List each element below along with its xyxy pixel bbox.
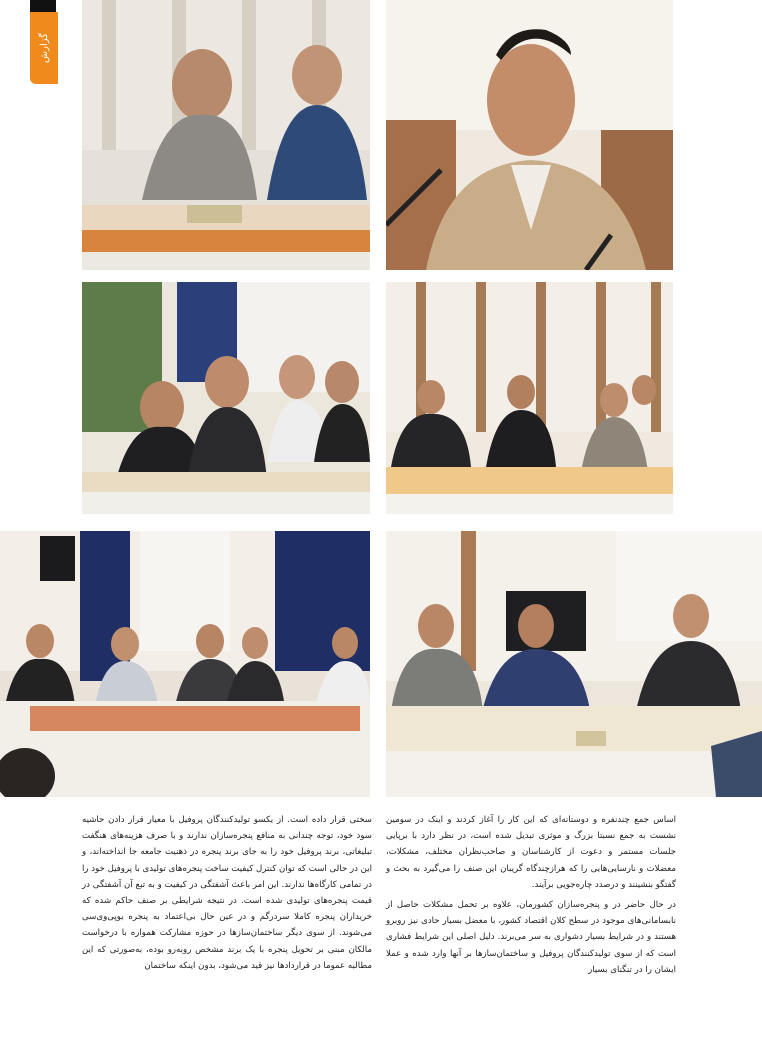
- corner-marker: [30, 0, 56, 12]
- photo-top-left: [82, 0, 370, 270]
- photo-bottom-left: [0, 531, 370, 797]
- photo-bottom-right: [386, 531, 762, 797]
- article-paragraph: سختی قرار داده است. از یکسو تولیدکنندگان پروفیل با معیار قرار دادن حاشیه سود خود، توجه چندانی به منافع پنجره‌سازان ندارند و با صرف هزینه‌های هنگفت تبلیغاتی، برند پروفیل خود را به جای برند پنجره در ذهنیت جامعه جا انداخته‌اند، و این در حالی است که توان کنترل کیفیت ساخت پنجره‌های تولیدی با پروفیل خود را در تمامی کارگاه‌ها ندارند. این امر باعث آشفتگی در کیفیت و به تبع آن آشفتگی در قیمت پنجره‌های تولیدی شده است. در نتیجه شرایطی بر صنف حاکم شده که خریداران پنجره کاملا سردرگم و در عین حال بی‌اعتماد به پنجره یوپی‌وی‌سی می‌شوند. از سوی دیگر ساختمان‌سازها در حوزه مشارکت همواره با درخواست مالکان مبنی بر تحویل پنجره با یک برند مشخص روبه‌رو بوده، به‌صورتی که این مطالبه عموما در قراردادها نیز قید می‌شود، بدون اینکه ساختمان: [82, 815, 372, 971]
- photo-middle-left: [82, 282, 370, 514]
- article-paragraph: در حال حاضر در و پنجره‌سازان کشورمان، علاوه بر تحمل مشکلات حاصل از نابسامانی‌های موجود در سطح کلان اقتصاد کشور، با معضل بسیار حادی نیز روبرو هستند و در شرایط بسیار دشواری به سر می‌برند. دلیل اصلی این شرایط فشاری است که از سوی تولیدکنندگان پروفیل و ساختمان‌سازها بر آنها وارد شده و عملا ایشان را در تنگنای بسیار: [386, 900, 676, 975]
- photo-middle-right: [386, 282, 673, 514]
- article-column-left: [82, 812, 372, 978]
- article-column-right: [386, 812, 676, 982]
- photo-top-right: [386, 0, 673, 270]
- section-tab: [30, 12, 58, 84]
- section-tab-label: گزارش: [38, 32, 50, 64]
- article-paragraph: اساس جمع چندنفره و دوستانه‌ای که این کار را آغاز کردند و اینک در سومین نشست به جمع نسبتا بزرگ و موثری تبدیل شده است، در نظر دارد با برپایی جلسات مستمر و دعوت از کارشناسان و صاحب‌نظران مختلف، مشکلات، معضلات و نارسایی‌هایی را که هرازچندگاه گریبان این صنف را می‌گیرد به بحث و گفتگو بنشینند و درصدد چاره‌جویی برآیند.: [386, 815, 676, 890]
